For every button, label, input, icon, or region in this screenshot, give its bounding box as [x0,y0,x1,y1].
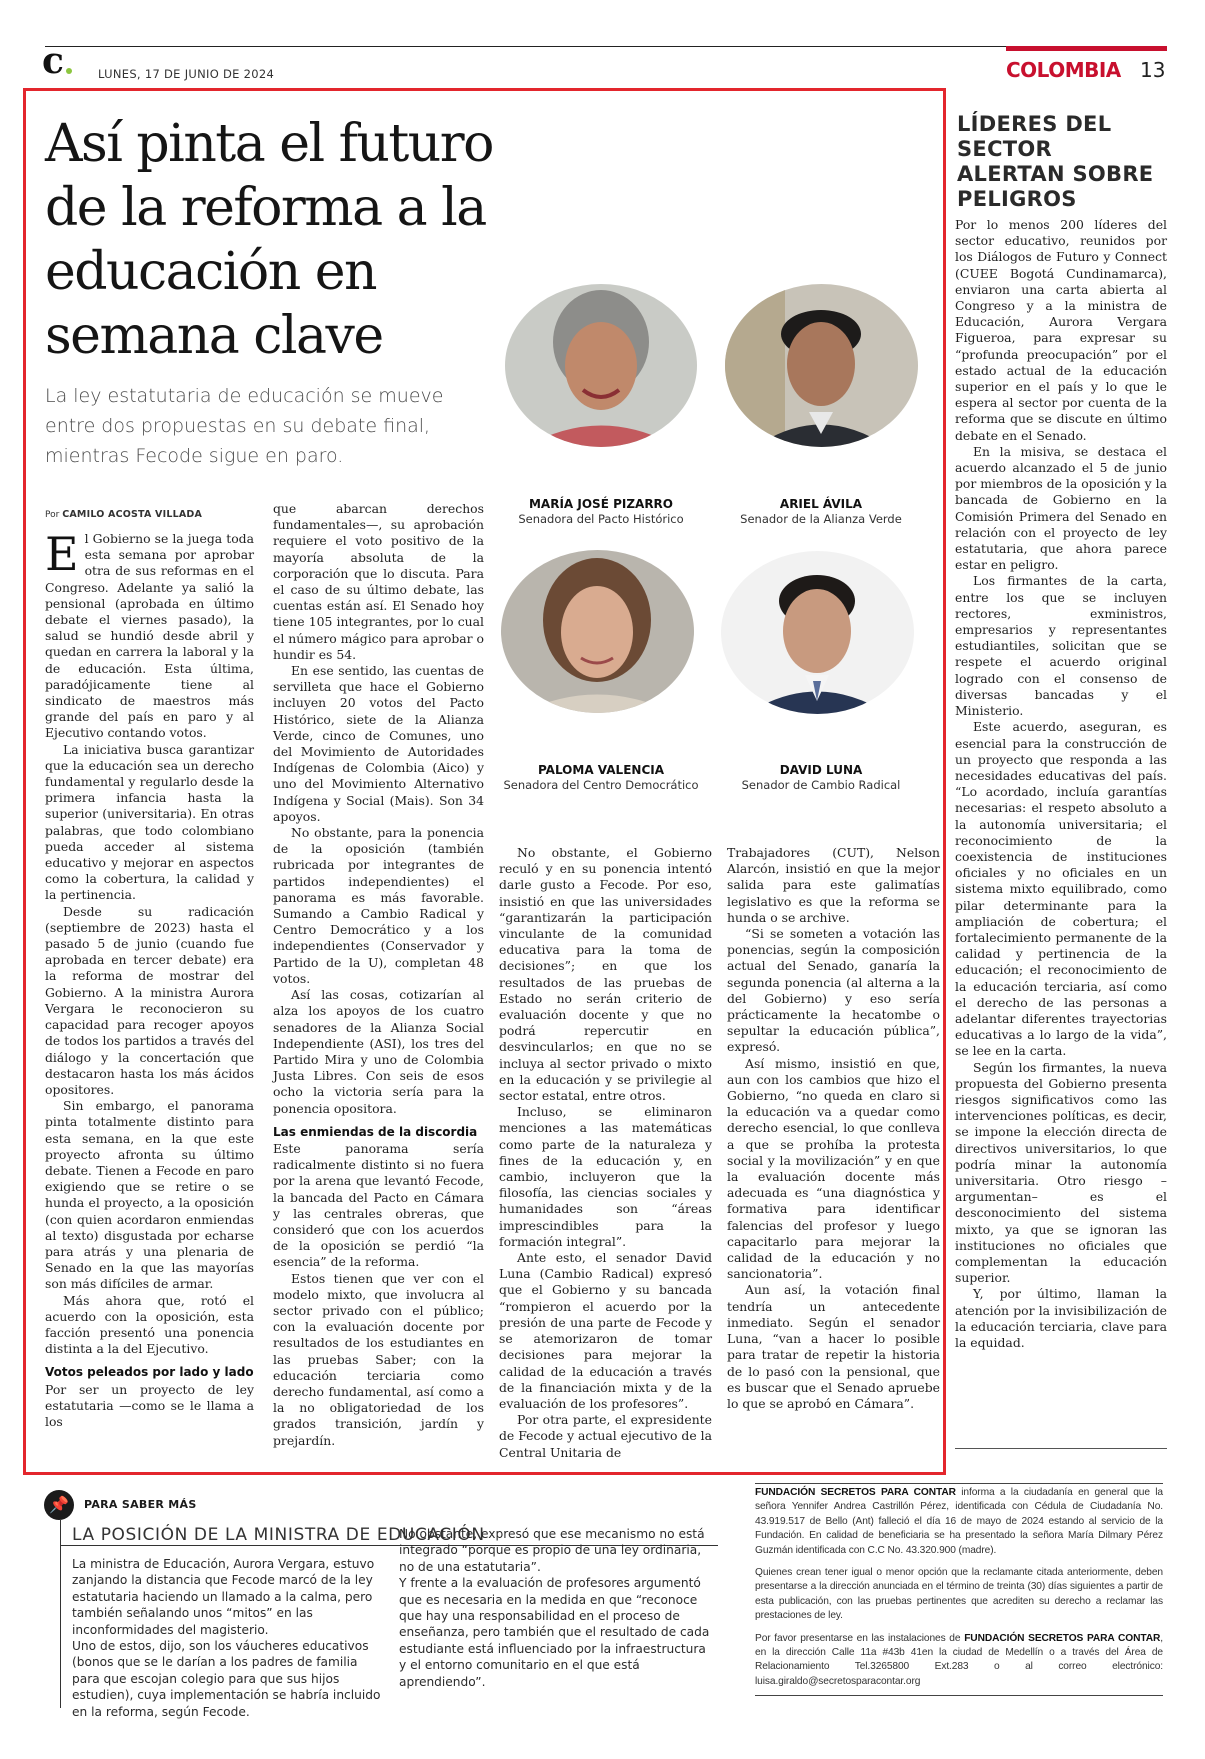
pushpin-icon: 📌 [44,1490,74,1520]
article-column-4 [727,845,940,1412]
header-rule [45,46,1167,47]
box-vertical-rule [60,1520,61,1708]
article-paragraph: Este panorama sería radicalmente distinto si no fuera por la arena que levantó Fecode, la bancada del Pacto en Cámara y las centrales obreras, que consideró que con los acuerdos de la oposición se perdió “la esencia” de la reforma. [273,1140,484,1270]
article-paragraph: Así mismo, insistió en que, aun con los cambios que hizo el Gobierno, “no queda en claro si la educación va a quedar como derecho esencial, lo que conlleva a que se prohíba la protesta social y la movilización” y en que la evaluación docente más adecuada es “una diagnóstica y formativa para identificar falencias del profesor y luego capacitarlo para mejorar la calidad de la educación y no sancionatoria”. [727,1055,940,1282]
page-number: 13 [1140,58,1166,82]
byline-prefix: Por [45,510,60,520]
box-title: LA POSICIÓN DE LA MINISTRA DE EDUCACIÓN [72,1525,485,1545]
article-paragraph: que abarcan derechos fundamentales—, su aprobación requiere el voto positivo de la mayoría absoluta de la corporación que lo discuta. Para el caso de su último debate, las cuentas están así. El Senado hoy tiene 105 integrantes, por lo cual el número mágico para aprobar o hundir es 54. [273,501,484,662]
article-paragraph: No obstante, el Gobierno reculó y en su ponencia intentó darle gusto a Fecode. Por eso, insistió en que las universidades “garantizarán la participación vinculante de la comunidad educativa para la toma de decisiones”; en que los resultados de las pruebas de Estado no serán criterio de evaluación docente y que no podrá repercutir en desvincularlos; en que no se incluya al sector privado o mixto en la educación y se privilegie al sector estatal, entre otros. [499,845,712,1104]
article-paragraph: Aun así, la votación final tendría un antecedente inmediato. Según el senador Luna, “van a hacer lo posible para tratar de repetir la historia de lo pasó con la pensional, que es buscar que el Senado apruebe lo que se aprobó en Cámara”. [727,1282,940,1411]
article-paragraph: No obstante, para la ponencia de la oposición (también rubricada por integrantes de partidos independientes) el panorama es más favorable. Sumando a Cambio Radical y Centro Democrático y a los independientes (Conservador y Partido de la U), completan 48 votos. [273,825,484,986]
byline-author: CAMILO ACOSTA VILLADA [62,509,203,520]
section-name: COLOMBIA [1006,58,1121,82]
section-color-bar [1006,46,1167,51]
legal-notice [755,1483,1163,1696]
issue-date: LUNES, 17 DE JUNIO DE 2024 [98,67,275,81]
byline [45,509,202,520]
caption-role-luna: Senador de Cambio Radical [741,778,901,792]
box-paragraph: Y frente a la evaluación de profesores argumentó que es necesaria en la medida en que “reconoce que hay una responsabilidad en el proceso de enseñanza, pero también que el resultado de cada estudiante está influenciado por la infraestructura y el entorno comunitario en el que está aprendiendo”. [399,1576,710,1689]
box-column-1 [72,1556,382,1720]
article-paragraph: Desde su radicación (septiembre de 2023) hasta el pasado 5 de junio (cuando fue aprobada en tercer debate) era la reforma de mostrar del Gobierno. A la ministra Aurora Vergara le reconocieron su capacidad para recoger apoyos de todos los partidos a través del diálogo y la concertación que destacaron hasta los más ácidos opositores. [45,903,254,1097]
notice-org: FUNDACIÓN SECRETOS PARA CONTAR [755,1487,956,1498]
subhead: Las enmiendas de la discordia [273,1124,478,1139]
drop-cap: E [45,527,79,581]
caption-role-valencia: Senadora del Centro Democrático [503,778,699,792]
portrait-paloma-valencia [501,550,694,713]
box-paragraph: No obstante, expresó que ese mecanismo no está integrado “porque es propio de una ley ordinaria, no de una estatutaria”. [399,1527,705,1574]
article-paragraph: Ante esto, el senador David Luna (Cambio Radical) expresó que el Gobierno y su bancada “rompieron el acuerdo por la presión de una parte de Fecode y se atemorizaron de tomar decisiones para mejorar la calidad de la educación a través de la financiación mixta y de la evaluación de los profesores”. [499,1250,712,1411]
article-paragraph: Incluso, se eliminaron menciones a las matemáticas como parte de la naturaleza y fines de la educación y, en cambio, incluyeron que la filosofía, las ciencias sociales y humanidades son “áreas imprescindibles para la formación integral”. [499,1104,712,1249]
article-paragraph: Más ahora que, rotó el acuerdo con la oposición, esta facción presentó una ponencia distinta a la del Ejecutivo. [45,1292,254,1357]
notice-org-2: FUNDACIÓN SECRETOS PARA CONTAR [964,1632,1161,1644]
article-paragraph: La iniciativa busca garantizar que la educación sea un derecho fundamental y regularlo desde la primera infancia hasta la superior (universitaria). En otras palabras, que todo colombiano pueda acceder al sistema educativo y mejorar en aspectos como la cobertura, la calidad y la pertinencia. [45,741,254,903]
article-paragraph: Así las cosas, cotizarían al alza los apoyos de los cuatro senadores de la Alianza Social Independiente (ASI), los tres del Partido Mira y uno de Colombia Justa Libres. Con seis de esos ocho la victoria sería para la ponencia opositora. [273,987,484,1116]
caption-name-pizarro: MARÍA JOSÉ PIZARRO [528,497,673,511]
sidebar-paragraph: Por lo menos 200 líderes del sector educativo, reunidos por los Diálogos de Futuro y Connect (CUEE Bogotá Cundinamarca), enviaron una carta abierta al Congreso y a la ministra de Educación, Aurora Vergara Figueroa, para expresar su “profunda preocupación” por el estado actual de la educación superior en el país y lo que le espera al sector por cuenta de la reforma que se discute en último debate en el Senado. [955,217,1167,443]
sidebar-paragraph: Este acuerdo, aseguran, es esencial para la construcción de un proyecto que responda a las necesidades educativas del país. “Lo acordado, incluía garantías necesarias: el respeto absoluto a la autonomía universitaria; el reconocimiento de la coexistencia de instituciones oficiales y no oficiales en un sistema mixto equilibrado, como pilar determinante para la ampliación de cobertura; el fortalecimiento permanente de la calidad y pertinencia de la educación; el reconocimiento de la educación terciaria, así como el derecho de las personas a adelantar diferentes trayectorias educativas a lo largo de la vida”, se lee en la carta. [955,719,1167,1059]
svg-text:c: c [42,44,64,78]
article-lead: La ley estatutaria de educación se mueve entre dos propuestas en su debate final, mientras Fecode sigue en paro. [45,385,444,467]
sidebar-paragraph: Según los firmantes, la nueva propuesta del Gobierno presenta riesgos significativos como las intervenciones políticas, es decir, se impone la elección directa de directivos universitarios, lo que podría minar la autonomía universitaria. Otro riesgo –argumentan– es el desconocimiento del sistema mixto, ya que se ignoran las instituciones no oficiales que complementan la educación superior. [955,1059,1167,1286]
box-column-2 [399,1526,710,1690]
notice-paragraph: Por favor presentarse en las instalaciones de FUNDACIÓN SECRETOS PARA CONTAR, en la dirección Calle 11a #43b 41en la ciudad de Medellín o a través del Área de Relacionamiento Tel.3265800 Ext.283 o al correo electrónico: luisa.giraldo@secretosparacontar.org [755,1632,1163,1687]
article-paragraph: Estos tienen que ver con el modelo mixto, que involucra al sector privado con el público; con la evaluación docente por resultados de los estudiantes en las pruebas Saber; con la educación terciaria como derecho fundamental, así como a la no obligatoriedad de los grados transición, jardín y prejardín. [273,1270,484,1448]
sidebar-paragraph: Los firmantes de la carta, entre los que se incluyen rectores, exministros, empresarios y representantes estudiantiles, solicitan que se respete el acuerdo original logrado con el consenso de diversas bancadas y el Ministerio. [955,573,1167,719]
article-paragraph: El Gobierno se la juega toda esta semana por aprobar otra de sus reformas en el Congreso. Adelante ya salió la pensional (aprobada en último debate el viernes pasado), la salud se hundió desde abril y quedan en carrera la laboral y la de educación. Esta última, paradójicamente tiene al sindicato de maestros más grande del país en paro y al Ejecutivo contando votos. [45,527,254,741]
notice-paragraph: FUNDACIÓN SECRETOS PARA CONTAR informa a la ciudadanía en general que la señora Yennifer Andrea Castrillón Pérez, identificada con Cédula de Ciudadanía No. 43.919.517 de Bello (Ant) falleció el día 16 de mayo de 2024 estando al servicio de la Fundación. En calidad de beneficiaria se ha presentado la señora María Dilmary Pérez Guzmán identificada con C.C No. 43.320.900 (madre). [755,1487,1163,1556]
portrait-ariel-avila [725,284,918,447]
article-paragraph: Por otra parte, el expresidente de Fecode y actual ejecutivo de la Central Unitaria de [499,1412,712,1460]
box-paragraph: Uno de estos, dijo, son los váucheres educativos (bonos que se le darían a los padres de familia para que escojan colegio para que sus hijos estudien), cuya implementación se habría incluido en la reforma, según Fecode. [72,1639,381,1719]
box-paragraph: La ministra de Educación, Aurora Vergara, estuvo zanjando la distancia que Fecode marcó de la ley estatutaria haciendo un llamado a la calma, pero también señalando unos “mitos” en las inconformidades del magisterio. [72,1557,375,1637]
caption-name-valencia: PALOMA VALENCIA [537,763,664,777]
portrait-david-luna [721,551,914,714]
portrait-maria-jose-pizarro [505,284,697,447]
caption-role-pizarro: Senadora del Pacto Histórico [518,512,684,526]
article-column-3 [499,845,712,1461]
sidebar-paragraph: Y, por último, llaman la atención por la invisibilización de la educación terciaria, clave para la equidad. [955,1286,1167,1351]
caption-name-luna: DAVID LUNA [779,763,863,777]
sidebar-title: LÍDERES DEL SECTOR ALERTAN SOBRE PELIGROS [957,112,1154,211]
article-column-1 [45,527,254,1430]
caption-role-avila: Senador de la Alianza Verde [740,512,902,526]
notice-paragraph: Quienes crean tener igual o menor opción que la reclamante citada anteriormente, deben presentarse a la dirección anunciada en el término de treinta (30) días siguientes a partir de esta publicación, con las pruebas pertinentes que acrediten su derecho a reclamar las prestaciones de ley. [755,1567,1163,1622]
sidebar-column [955,217,1167,1351]
article-paragraph: Sin embargo, el panorama pinta totalmente distinto para esta semana, en la que este proyecto afronta su último debate. Tienen a Fecode en paro exigiendo que se retire o se hunda el proyecto, a la oposición (con quien acordaron enmiendas al texto) disgustada por echarse para atrás y una plenaria de Senado en la que las mayorías son más difíciles de armar. [45,1098,254,1292]
sidebar-paragraph: En la misiva, se destaca el acuerdo alcanzado el 5 de junio por miembros de la oposición y la bancada de Gobierno en la Comisión Primera del Senado en relación con el proyecto de ley estatutaria, que ahora parece estar en peligro. [955,443,1167,573]
caption-name-avila: ARIEL ÁVILA [779,497,863,511]
subhead: Votos peleados por lado y lado [45,1365,254,1380]
article-column-2 [273,501,484,1449]
article-paragraph: “Si se someten a votación las ponencias, según la composición actual del Senado, ganaría la segunda ponencia (al alterna a la del Gobierno) y eso sería prácticamente la hecatombe o sepultar la educación pública”, expresó. [727,926,940,1055]
article-paragraph: Por ser un proyecto de ley estatutaria —como se le llama a los [45,1381,254,1429]
article-headline: Así pinta el futuro de la reforma a la educación en semana clave [45,114,493,366]
sidebar-bottom-rule [955,1448,1167,1449]
article-paragraph: Trabajadores (CUT), Nelson Alarcón, insistió en que la mejor salida para este galimatías legislativo es que la reforma se hunda o se archive. [727,845,940,925]
article-paragraph: En ese sentido, las cuentas de servilleta que hace el Gobierno incluyen 20 votos del Pacto Histórico, siete de la Alianza Verde, cinco de Comunes, uno del Movimiento de Autoridades Indígenas de Colombia (Aico) y uno del Movimiento Alternativo Indígena y Social (Mais). Son 34 apoyos. [273,663,484,824]
box-label: PARA SABER MÁS [84,1498,197,1511]
newspaper-logo-icon [42,44,72,78]
